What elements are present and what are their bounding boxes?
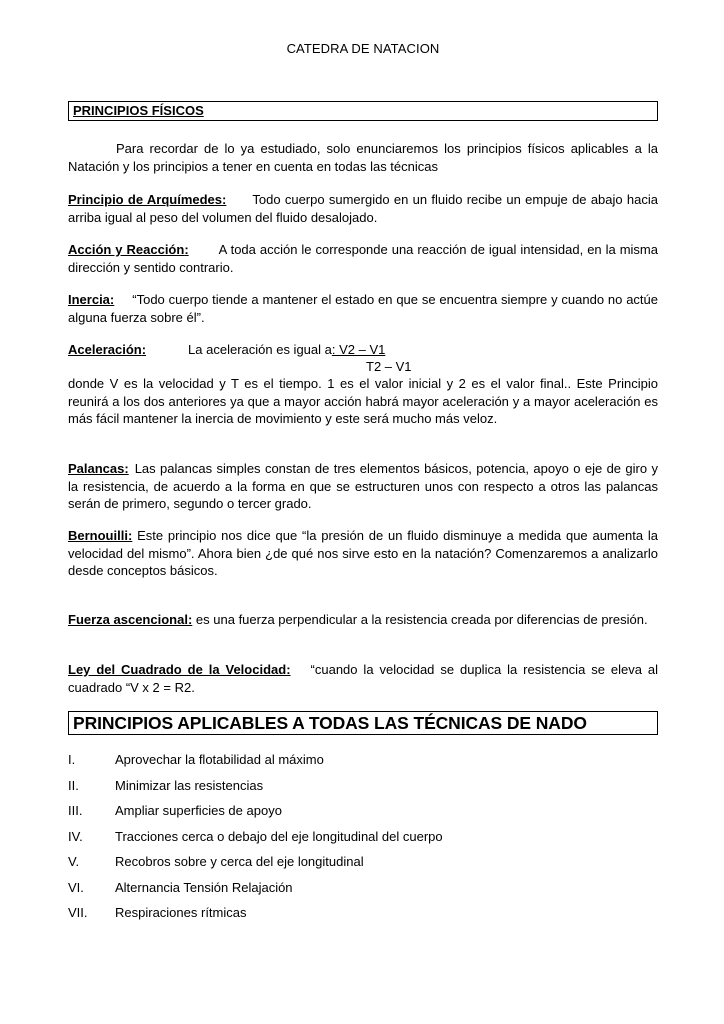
- accion-reaccion-sep: :: [184, 242, 189, 257]
- list-item: [68, 900, 658, 926]
- inercia-paragraph: [68, 291, 658, 326]
- accion-reaccion-term: Acción y Reacción: [68, 242, 185, 257]
- section-heading-principios-aplicables: PRINCIPIOS APLICABLES A TODAS LAS TÉCNICAS DE NADO: [68, 711, 658, 735]
- list-item: [68, 875, 658, 901]
- fuerza-ascencional-sep: :: [187, 612, 193, 627]
- fuerza-ascencional-paragraph: [68, 611, 658, 629]
- list-item: [68, 747, 658, 773]
- aceleracion-paragraph: donde V es la velocidad y T es el tiempo. 1 es el valor inicial y 2 es el valor final.. Este Principio reunirá a los dos anteriores ya que a mayor acción habrá mayor aceleración y a mayor aceleración es más fácil mantener la inercia de movimiento y este será mucho más veloz.: [68, 376, 658, 427]
- list-item-text: Alternancia Tensión Relajación: [115, 879, 293, 895]
- arquimedes-sep: :: [222, 192, 227, 207]
- bernouilli-term: Bernouilli:: [68, 528, 133, 543]
- bernouilli-paragraph: [68, 527, 658, 580]
- list-item-text: Recobros sobre y cerca del eje longitudinal: [115, 854, 364, 869]
- formula-denominator: T2 – V1: [366, 359, 412, 374]
- fuerza-ascencional-term: Fuerza ascencional: [68, 612, 188, 627]
- inercia-text: “Todo cuerpo tiende a mantener el estado en que se encuentra siempre y cuando no actúe alguna fuerza sobre él”.: [68, 292, 658, 325]
- list-item: [68, 773, 658, 799]
- ley-cuadrado-term: Ley del Cuadrado de la Velocidad:: [68, 662, 291, 677]
- formula-numerator: : V2 – V1: [331, 342, 386, 357]
- list-item-number: VI.: [68, 879, 84, 895]
- list-item-number: IV.: [68, 828, 83, 844]
- aceleracion-term: Aceleración: [68, 342, 142, 357]
- document-title: CATEDRA DE NATACION: [286, 41, 440, 56]
- intro-paragraph: Para recordar de lo ya estudiado, solo enunciaremos los principios físicos aplicables a la Natación y los principios a tener en cuenta en todas las técnicas: [68, 141, 658, 174]
- section-heading-principios-fisicos: PRINCIPIOS FÍSICOS: [68, 101, 658, 121]
- list-item-text: Aprovechar la flotabilidad al máximo: [115, 752, 324, 767]
- ley-cuadrado-paragraph: [68, 661, 658, 696]
- fuerza-ascencional-text: es una fuerza perpendicular a la resistencia creada por diferencias de presión.: [195, 612, 648, 627]
- inercia-sep: :: [109, 292, 115, 307]
- palancas-text: Las palancas simples constan de tres elementos básicos, potencia, apoyo o eje de giro y la resistencia, de acuerdo a la forma en que se estructuren unos con respecto a otros las palancas serán de primero, segundo o tercer grado.: [68, 461, 658, 512]
- arquimedes-text: Todo cuerpo sumergido en un fluido recibe un empuje de abajo hacia arriba igual al peso del volumen del fluido desalojado.: [68, 192, 658, 225]
- list-item-number: I.: [68, 752, 76, 767]
- principios-list: [68, 747, 658, 926]
- inercia-term: Inercia: [68, 292, 110, 307]
- list-item-text: Respiraciones rítmicas: [115, 905, 247, 920]
- list-item: [68, 798, 658, 824]
- list-item-text: Ampliar superficies de apoyo: [115, 803, 282, 818]
- accion-reaccion-paragraph: [68, 241, 658, 276]
- list-item-text: Tracciones cerca o debajo del eje longitudinal del cuerpo: [115, 828, 443, 844]
- palancas-paragraph: [68, 460, 658, 513]
- arquimedes-term: Principio de Arquímedes: [68, 192, 223, 207]
- aceleracion-sep: :: [141, 342, 147, 357]
- list-item-number: II.: [68, 777, 79, 793]
- list-item: [68, 849, 658, 875]
- list-item: [68, 824, 658, 850]
- list-item-number: V.: [68, 854, 80, 869]
- list-item-number: VII.: [68, 905, 88, 920]
- arquimedes-paragraph: [68, 191, 658, 226]
- aceleracion-lead: La aceleración es igual a: [188, 342, 332, 357]
- accion-reaccion-text: A toda acción le corresponde una reacción de igual intensidad, en la misma dirección y sentido contrario.: [68, 242, 658, 275]
- ley-cuadrado-text: “cuando la velocidad se duplica la resistencia se eleva al cuadrado “V x 2 = R2.: [68, 662, 659, 695]
- aceleracion-formula: [68, 341, 658, 377]
- palancas-term: Palancas:: [68, 461, 129, 476]
- list-item-number: III.: [68, 803, 83, 818]
- bernouilli-text: Este principio nos dice que “la presión de un fluido disminuye a medida que aumenta la velocidad del mismo”. Ahora bien ¿de qué nos sirve esto en la natación? Comenzaremos a analizarlo desde conceptos básicos.: [68, 528, 658, 579]
- list-item-text: Minimizar las resistencias: [115, 777, 264, 793]
